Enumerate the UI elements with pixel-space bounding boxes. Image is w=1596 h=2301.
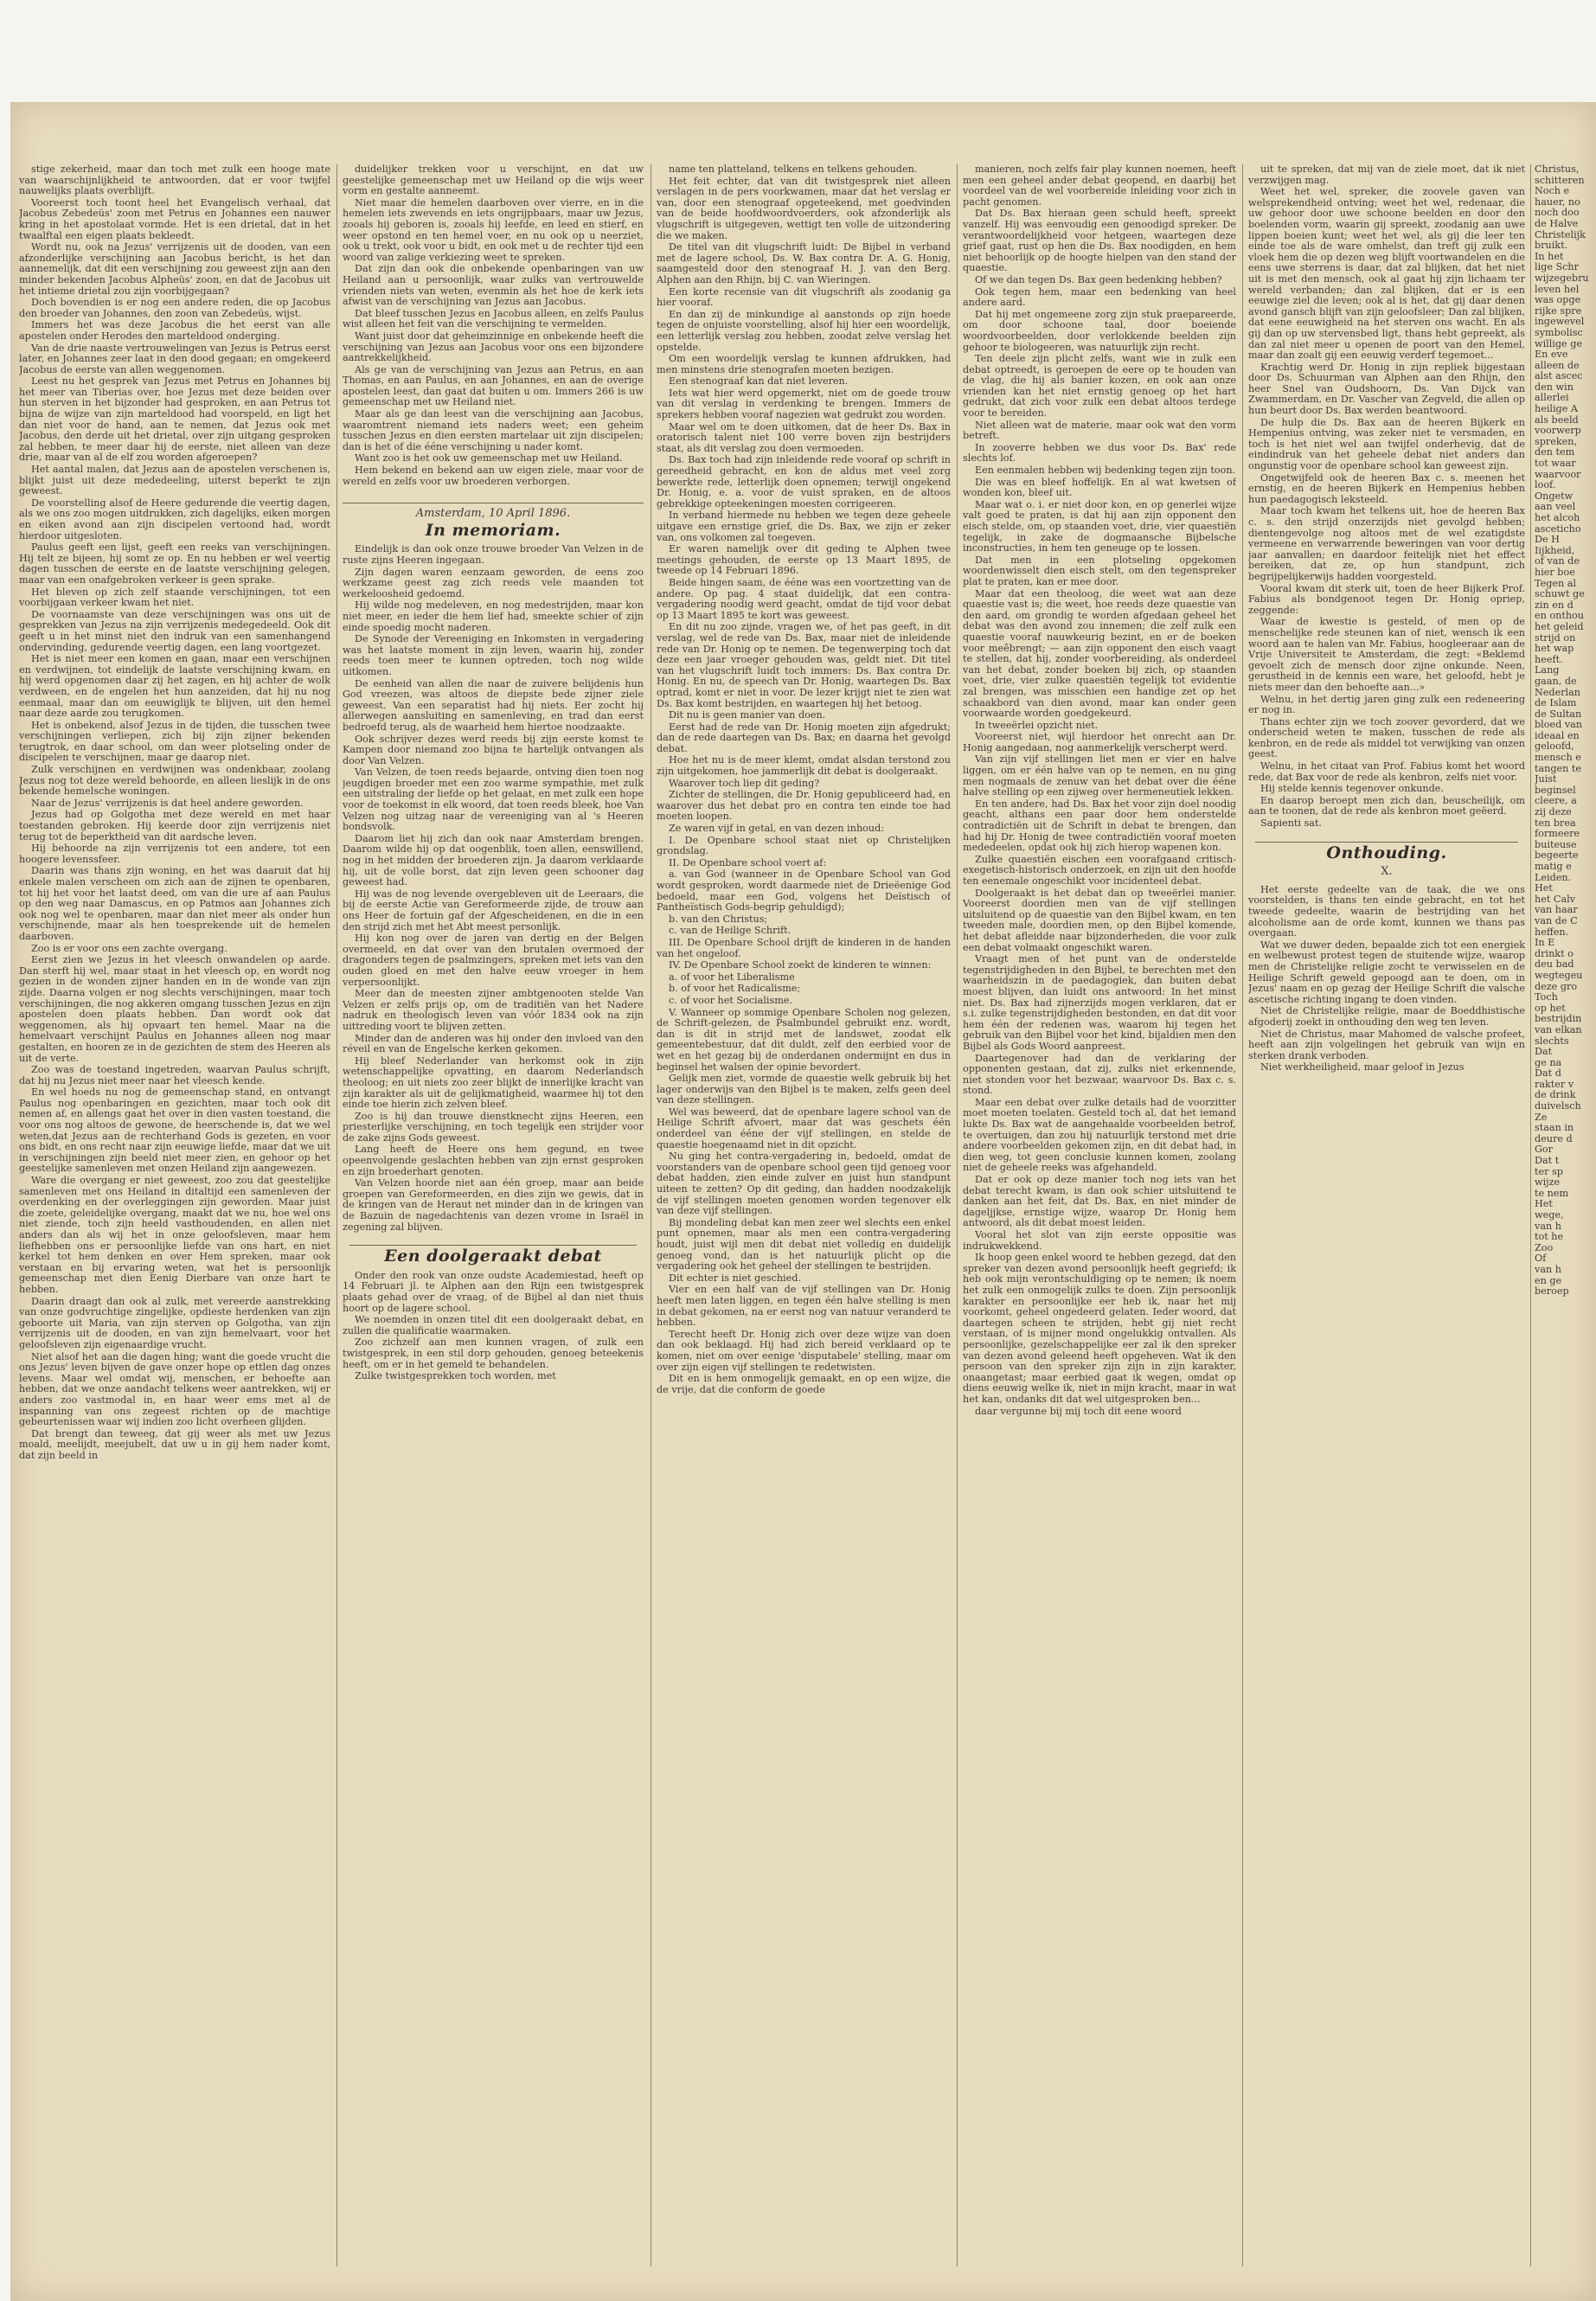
- paragraph: In zooverre hebben we dus voor Ds. Bax' rede slechts lof.: [963, 441, 1236, 465]
- edge-line: of van de: [1535, 555, 1580, 567]
- paragraph: Het feit echter, dat van dit twistgesprek niet alleen verslagen in de pers voorkwamen, maar dat het verslag er van, door een stenograaf opgeteekend, met goedvinden van de beide hoofdwoordvoerders, ook afzonderlijk als vlugschrift is uitgegeven, wettigt ten volle de uitzondering die we maken.: [657, 175, 951, 241]
- paragraph: III. De Openbare School drijft de kinderen in de handen van het ongeloof.: [657, 936, 951, 959]
- paragraph: Een stenograaf kan dat niet leveren.: [669, 375, 849, 388]
- paragraph: Zoo was de toestand ingetreden, waarvan Paulus schrijft, dat hij nu Jezus niet meer naar het vleesch kende.: [19, 1064, 330, 1086]
- edge-line: Lang: [1535, 664, 1560, 676]
- paragraph: Zulke quaestiën eischen een voorafgaand critisch-exegetisch-historisch onderzoek, en zijn uit den hoofde ten eenemale ongeschikt voor incidenteel debat.: [963, 853, 1236, 887]
- paragraph: Van de drie naaste vertrouwelingen van Jezus is Petrus eerst later, en Johannes zeer laat in den dood gegaan; en omgekeerd Jacobus de eerste van allen weggenomen.: [19, 342, 330, 375]
- edge-line: symbolisc: [1535, 326, 1583, 338]
- edge-line: cleere, a: [1535, 795, 1577, 807]
- edge-line: Dat: [1535, 1046, 1553, 1058]
- edge-line: waarvoor: [1535, 468, 1581, 480]
- paragraph: Ze waren vijf in getal, en van dezen inhoud:: [669, 823, 885, 835]
- paragraph: Niet de Christelijke religie, maar de Boeddhistische afgoderij zoekt in onthouding den weg ten leven.: [1248, 1005, 1525, 1028]
- edge-line: het wap: [1535, 643, 1574, 655]
- edge-line: schuwt ge: [1535, 588, 1585, 600]
- paragraph: Eerst had de rede van Dr. Honig moeten zijn afgedrukt; dan de rede daartegen van Ds. Bax; en daarna het gevolgd debat.: [657, 721, 951, 754]
- edge-line: Christus,: [1535, 164, 1580, 175]
- edge-line: Ze: [1535, 1111, 1548, 1123]
- paragraph: Zichter de stellingen, die Dr. Honig gepubliceerd had, en waarover dus het debat pro en contra ten einde toe had moeten loopen.: [657, 789, 951, 823]
- paragraph: Bij mondeling debat kan men zeer wel slechts een enkel punt opnemen, maar als men een contra-vergadering houdt, juist wijl men dit debat niet volledig en duidelijk genoeg vond, dan is het natuurlijk plicht op die vergadering ook het geheel der stellingen te bestrijden.: [657, 1216, 951, 1272]
- edge-line: op het: [1535, 1002, 1566, 1014]
- paragraph: Dat Ds. Bax hieraan geen schuld heeft, spreekt vanzelf. Hij was eenvoudig een genoodigd spreker. De verantwoordelijkheid voor hetgeen, waartegen deze grief gaat, rust op hen die Ds. Bax noodigden, en hem niet behoorlijk op de hoogte hielpen van den stand der quaestie.: [963, 208, 1236, 274]
- paragraph: Dat hij met ongemeene zorg zijn stuk praepareerde, om door schoone taal, door boeiende woordvoorbeelden, door verlokkende beelden zijn gehoor te biologeeren, was natuurlijk zijn recht.: [963, 308, 1236, 353]
- paragraph: De voornaamste van deze verschijningen was ons uit de gesprekken van Jezus na zijn verrijzenis medegedeeld. Ook dit geeft u in het minst niet den indruk van een samenhangend ondervinding, gedurende veertig dagen, een lang voortgezet.: [19, 608, 330, 653]
- edge-line: ideaal en: [1535, 729, 1580, 741]
- edge-line: bloed van: [1535, 719, 1583, 731]
- paragraph: Dit en is hem onmogelijk gemaakt, en op een wijze, die de vrije, dat die conform de goede: [657, 1373, 951, 1395]
- edge-line: en onthou: [1535, 610, 1584, 622]
- edge-line: drinkt o: [1535, 947, 1574, 959]
- column-3: [657, 164, 951, 2275]
- newspaper-page: [10, 102, 1596, 2301]
- paragraph: Dat zijn dan ook die onbekende openbaringen van uw Heiland aan u persoonlijk, waar zulks van vertrouwelde vrienden niets van weten, evenmin als het hoe de kerk iets afwist van de verschijning van Jezus aan Jacobus.: [343, 263, 644, 308]
- paragraph: Of we dan tegen Ds. Bax geen bedenking hebben?: [975, 273, 1222, 285]
- edge-line: het Calv: [1535, 893, 1576, 905]
- paragraph: Ik hoop geen enkel woord te hebben gezegd, dat den spreker van dezen avond persoonlijk heeft gegriefd; ik heb ook mijn verontschuldiging op te nemen; ik noem het zulk een onmogelijk zulks te doen. Zijn persoonlijk karakter en persoonlijke eer heb ik, naar het mij voorkomt, geheel ongedeerd gelaten. Ieder woord, dat daartegen scheen te strijden, hebt gij niet recht verstaan, of is mijner mond ongelukkig ontvallen. Als persoonlijke, gezelschappelijke eer zal ik den spreker van dezen avond geleend heeft opgeheven. Wat ik den persoon van den spreker zijn zijn in zijn karakter, onaangetast; maar eerbied gaat ik wegen, omdat op diens eeuwig welke ik, niet in mijn kracht, maar in wat het kan, ondanks dit dat wel uitgesproken ben...: [963, 1252, 1236, 1405]
- paragraph: Maar dat een theoloog, die weet wat aan deze quaestie vast is; die weet, hoe reeds deze quaestie van den aard, om grondig te worden afgedaan geheel het debat was den avond zou innemen; die zelf zulk een quaestie vooraf nauwkeurig bezint, en er de boeken voor meêbrengt; — aan zijn opponent den eisch vaagt te stellen, dat hij, zonder voorbereiding, als onderdeel van het debat, zonder boeken bij zich, op staanden voet, drie, vier zulke quaestiën tegelijk tot evidentie zal brengen, was misschien een handige zet op het schaakbord van dien avond, maar kan onder geen voorwaarde worden goedgekeurd.: [963, 587, 1236, 720]
- adjacent-page-edge: [1535, 164, 1595, 2266]
- paragraph: Hij behoorde na zijn verrijzenis tot een andere, tot een hoogere levenssfeer.: [19, 843, 330, 865]
- edge-line: de Islam: [1535, 697, 1577, 709]
- edge-line: lige Schr: [1535, 261, 1579, 273]
- edge-line: de drink: [1535, 1089, 1576, 1101]
- paragraph: Om een woordelijk verslag te kunnen afdrukken, had men minstens drie stenografen moeten bezigen.: [657, 353, 951, 375]
- paragraph: Wel was beweerd, dat de openbare lagere school van de Heilige Schrift afvoert, maar dat was geschets één onderdeel van ééne der vijf stellingen, en stelde de quaestie hoegenaamd niet in dit opzicht.: [657, 1106, 951, 1150]
- edge-line: ten brea: [1535, 817, 1576, 829]
- column-5: [1248, 164, 1525, 2275]
- edge-line: voorwerp: [1535, 425, 1581, 437]
- edge-line: de Halve: [1535, 217, 1579, 229]
- paragraph: Paulus geeft een lijst, geeft een reeks van verschijningen. Hij telt ze bijeen, hij somt ze op. En nu hebben er wel veertig dagen tusschen de eerste en de laatste verschijning gelegen, maar van een onafgebroken verkeer is geen sprake.: [19, 542, 330, 586]
- paragraph: Wat we duwer deden, bepaalde zich tot een energiek en welbewust protest tegen de stuitende wijze, waarop men de Christelijke religie zocht te verwisselen en de Heilige Schrift geweld gepoogd aan te doen, om in Jezus' naam en op gezag der Heilige Schrift die valsche ascetische richting ingang te doen vinden.: [1248, 939, 1525, 1005]
- edge-line: tangen te: [1535, 762, 1582, 774]
- edge-line: Dat d: [1535, 1067, 1561, 1080]
- paragraph: Immers het was deze Jacobus die het eerst van alle apostelen onder Herodes den marteldood onderging.: [19, 319, 330, 342]
- paragraph: Vooral kwam dit sterk uit, toen de heer Bijkerk Prof. Fabius als bondgenoot tegen Dr. Honig opriep, zeggende:: [1248, 582, 1525, 616]
- paragraph: II. De Openbare school voert af:: [669, 856, 827, 868]
- edge-line: Leiden.: [1535, 871, 1572, 883]
- edge-line: Tegen al: [1535, 577, 1577, 589]
- edge-line: te nem: [1535, 1187, 1569, 1199]
- paragraph: Hij wilde nog medeleven, en nog medestrijden, maar kon niet meer, en ieder die hem lief had, smeekte schier of zijn einde spoedig mocht naderen.: [343, 599, 644, 633]
- paragraph: Van Velzen hoorde niet aan één groep, maar aan beide groepen van Gereformeerden, en dies zijn we gewis, dat in de kringen van de Heraut net minder dan in de kringen van de Bazuin de nagedachtenis van dezen vrome in Israël in zegening zal blijven.: [343, 1177, 644, 1233]
- paragraph: Niet werkheiligheid, maar geloof in Jezus: [1260, 1061, 1465, 1074]
- paragraph: Hij was de nog levende overgebleven uit de Leeraars, die bij de eerste Actie van Gereformeerde zijde, de trouw aan ons Heer de fortuin gaf der Afgescheidenen, en die in een den strijd zich met het Abt meest personlijk.: [343, 888, 644, 933]
- edge-line: In E: [1535, 937, 1555, 949]
- paragraph: Van Velzen, de toen reeds bejaarde, ontving dien toen nog jeugdigen broeder met een zoo warme sympathie, met zulk een uitstraling der liefde op het gelaat, en met zulk een hope voor de toekomst in elk woord, dat toen reeds bleek, hoe Van Velzen nog uitzag naar de vereeniging van al 's Heeren bondsvolk.: [343, 766, 644, 833]
- paragraph: Want juist door dat geheimzinnige en onbekende heeft die verschijning van Jezus aan Jacobus voor ons een bijzondere aantrekkelijkheid.: [343, 330, 644, 364]
- edge-line: als beeld: [1535, 413, 1579, 426]
- paragraph: Hoe het nu is de meer klemt, omdat alsdan terstond zou zijn uitgekomen, hoe jammerlijk dit debat is doolgeraakt.: [657, 754, 951, 778]
- edge-line: Het: [1535, 1198, 1553, 1210]
- paragraph: Beide hingen saam, de ééne was een voortzetting van de andere. Op pag. 4 staat duidelijk, dat een contra-vergadering noodig werd geacht, omdat de tijd voor debat op 13 Maart 1895 te kort was geweest.: [657, 576, 951, 621]
- paragraph: In verband hiermede nu hebben we tegen deze geheele uitgave een ernstige grief, die Ds. Bax, we zijn er zeker van, ons volkomen zal toegeven.: [657, 510, 951, 543]
- paragraph: a. van God (wanneer in de Openbare School van God wordt gesproken, wordt daarmede niet de Drieëenige God bedoeld, maar een God, volgens het Deïstisch of Pantheïstisch Gods-begrip gehuldigd);: [657, 868, 951, 913]
- paragraph: Maar wat o. i. er niet door kon, en op generlei wijze valt goed te praten, is dat hij aan zijn opponent den eisch stelde, om, op staanden voet, drie, vier quaestiën tegelijk, in zake de dogmaansche Bijbelsche inconstructies, in hem ten geneuge op te lossen.: [963, 498, 1236, 554]
- edge-line: den tem: [1535, 446, 1575, 458]
- paragraph: Doch bovendien is er nog een andere reden, die op Jacobus den broeder van Johannes, den zoon van Zebedeüs, wijst.: [19, 297, 330, 319]
- edge-line: wijze: [1535, 1176, 1561, 1189]
- paragraph: Zoo zichzelf aan men kunnen vragen, of zulk een twistgesprek, in een stil dorp gehouden, genoeg beteekenis heeft, om er in het gemeld te behandelen.: [343, 1336, 644, 1370]
- edge-line: deu bad: [1535, 958, 1574, 971]
- edge-line: loof.: [1535, 479, 1556, 491]
- paragraph: Sapienti sat.: [1260, 817, 1322, 830]
- paragraph: Doolgeraakt is het debat dan op tweeërlei manier. Vooreerst doordien men van de vijf stellingen uitsluitend op de quaestie van den Bijbel kwam, en ten tweeden male, doordien men, op den Bijbel komende, het debat afleidde naar bijzonderheden, die voor zulk een debat volmaakt ongeschikt waren.: [963, 887, 1236, 953]
- dateline: Amsterdam, 10 April 1896.: [343, 503, 644, 520]
- paragraph: Waarover toch liep dit geding?: [669, 777, 820, 789]
- paragraph: Welnu, in het citaat van Prof. Fabius komt het woord rede, dat Bax voor de rede als kenbron, zelfs niet voor.: [1248, 760, 1525, 783]
- edge-line: hauer, no: [1535, 195, 1580, 208]
- edge-line: Noch e: [1535, 185, 1570, 197]
- paragraph: En dan zij de minkundige al aanstonds op zijn hoede tegen de onjuiste voorstelling, alsof hij hier een woordelijk, een letterlijk verslag zou hebben, zoodat zelve verslag het opstelde.: [657, 308, 951, 353]
- paragraph: Het is niet meer een komen en gaan, maar een verschijnen en verdwijnen, tot eindelijk de laatste verschijning kwam, en hij werd opgenomen daar zij het zagen, en hij achter de wolk verdween, en de engelen het hun aanzeiden, dat hij nu nog eenmaal, maar dan om eeuwiglijk te blijven, uit den hemel naar deze aarde zou terugkomen.: [19, 653, 330, 720]
- edge-line: alleen de: [1535, 359, 1580, 371]
- edge-line: was opge: [1535, 294, 1581, 306]
- separator-rule: [349, 1245, 637, 1246]
- paragraph: V. Wanneer op sommige Openbare Scholen nog gelezen, de Schrift-gelezen, de Psalmbundel gebruikt enz. wordt, dan is dit in strijd met de landswet, zoodat elk gemeentebestuur, dat dit duldt, zelf den eerbied voor de wet en het gezag bij de onderdanen ondermijnt en dus in beginsel het walsen der opinie bevordert.: [657, 1006, 951, 1073]
- paragraph: Thans echter zijn we toch zoover gevorderd, dat we onderscheid weten te maken, tusschen de rede als kenbron, en de rede als middel tot verwijking van onzen geest.: [1248, 715, 1525, 760]
- edge-line: begeerte: [1535, 849, 1579, 862]
- paragraph: Gelijk men ziet, vormde de quaestie welk gebruik bij het lager onderwijs van den Bijbel is te maken, zelfs geen deel van deze stellingen.: [657, 1073, 951, 1106]
- edge-line: de Sultan: [1535, 708, 1582, 720]
- paragraph: b. van den Christus;: [669, 913, 768, 925]
- paragraph: Die was en bleef hoffelijk. En al wat kwetsen of wonden kon, bleef uit.: [963, 476, 1236, 499]
- paragraph: Nu ging het contra-vergadering in, bedoeld, omdat de voorstanders van de openbare school geen tijd genoeg voor debat hadden, zien einde zulver en juist hun standpunt uiteen te zetten? Op dit geding, dan hadden noodzakelijk de vijf stellingen moeten genomen worden tegenover elk van deze vijf stellingen.: [657, 1150, 951, 1217]
- paragraph: Vraagt men of het punt van de onderstelde tegenstrijdigheden in den Bijbel, te berechten met den waarheidszin in de paedagogiek, dan buiten debat moest blijven, dan luidt ons antwoord: In het minst niet. Ds. Bax had zijnerzijds mogen verklaren, dat er s.i. zulke tegenstrijdigheden bestonden, en dat dit voor hem één der redenen was, waarom hij tegen het gebruik van den Bijbel voor het kind, bijaldien men den Bijbel als Gods Woord aanpreest.: [963, 953, 1236, 1052]
- edge-line: ingewevel: [1535, 316, 1585, 328]
- edge-line: ter sp: [1535, 1165, 1563, 1177]
- edge-line: asceticho: [1535, 522, 1581, 535]
- edge-line: En eve: [1535, 349, 1568, 361]
- paragraph: De eenheid van allen die naar de zuivere belijdenis hun God vreezen, was altoos de diepste bede zijner ziele geweest. Van een separatist had hij niets. Eer zocht hij allerwegen aansluiting en samenleving, en trad dan eerst bedroefd terug, als de waarheid hem hiertoe noodzaakte.: [343, 677, 644, 733]
- paragraph: Vooreerst niet, wijl hierdoor het onrecht aan Dr. Honig aangedaan, nog aanmerkelijk verscherpt werd.: [963, 731, 1236, 753]
- paragraph: En ten andere, had Ds. Bax het voor zijn doel noodig geacht, althans een paar door hem onderstelde contradictiën uit de Schrift in debat te brengen, dan had hij Dr. Honig de twee contradictiën vooraf moeten mededeelen, opdat ook hij zich hierop wapenen kon.: [963, 798, 1236, 854]
- edge-line: Of: [1535, 1253, 1547, 1265]
- paragraph: Eerst zien we Jezus in het vleesch onwandelen op aarde. Dan sterft hij wel, maar staat in het vleesch op, en wordt nog gezien in de wonden zijner handen en in de wonde van zijn zijde. Daarna volgen er nog slechts verschijningen, maar toch verschijningen, die nog akkeren omgang tusschen Jezus en zijn apostelen doen plaats hebben. Dan wordt ook dat weggenomen, als hij opvaart ten hemel. Maar na die hemelvaart verschijnt Paulus en Johannes alleen nog maar gestalten, en hooren ze in de gezichten de stem des Heeren als uit de verte.: [19, 954, 330, 1064]
- paragraph: En dit nu zoo zijnde, vragen we, of het pas geeft, in dit verslag, wel de rede van Ds. Bax, maar niet de inleidende rede van Dr. Honig op te nemen. De tegenwerping toch dat deze een jaar vroeger gehouden was, geldt niet. Dit titel van het vlugschrift luidt toch immers: Ds. Bax contra Dr. Honig. En nu, de speech van Dr. Honig, waartegen Ds. Bax optrad, komt er niet in voor. De lezer krijgt niet te zien wat Ds. Bax komt bestrijden, en waartegen hij het betoog.: [657, 621, 951, 709]
- edge-line: tot he: [1535, 1231, 1564, 1243]
- edge-line: willige ge: [1535, 337, 1583, 349]
- paragraph: uit te spreken, dat mij van de ziele moet, dat ik niet verzwijgen mag.: [1248, 164, 1525, 186]
- column-1: [19, 164, 330, 2275]
- edge-line: van h: [1535, 1263, 1561, 1275]
- edge-line: heilige A: [1535, 403, 1578, 415]
- edge-line: tot waar: [1535, 458, 1576, 470]
- paragraph: Zulke twistgesprekken toch worden, met: [355, 1370, 556, 1382]
- paragraph: Wordt nu, ook na Jezus' verrijzenis uit de dooden, van een afzonderlijke verschijning aan Jacobus bericht, is het dan aannemelijk, dat dit een verschijning zou geweest zijn aan den minder bekenden Jacobus Alpheüs' zoon, en dat de Jacobus uit het intieme drietal zou zijn voorbijgegaan?: [19, 241, 330, 297]
- edge-line: wege,: [1535, 1209, 1564, 1221]
- paragraph: Ware die overgang er niet geweest, zoo zou dat geestelijke samenleven met ons Heiland in ditaltijd een samenleven der overdenking en der overleggingen zijn geworden. Maar juist die zoete, geleidelijke overgang, maakt dat we nu, hoe wel ons niet ziende, toch zijn heeld vasthoudenden, en allen niet anders dan als wij het in onze geloofsleven, maar hem liefhebben ons er persoonlijke liefde van ons hart, en niet kerkel tot hem denken en over Hem spreken, maar ook verstaan en bij ervaring weten, wat het is persoonlijk gemeenschap met dien Eenig Dierbare van onze hart te hebben.: [19, 1175, 330, 1295]
- edge-line: noch doo: [1535, 207, 1580, 219]
- paragraph: stige zekerheid, maar dan toch met zulk een hooge mate van waarschijnlijkheid te antwoorden, dat er voor twijfel nauwelijks plaats overblijft.: [19, 164, 330, 197]
- edge-line: Toch: [1535, 991, 1558, 1003]
- paragraph: Terecht heeft Dr. Honig zich over deze wijze van doen dan ook beklaagd. Hij had zich bereid verklaard op te komen, niet om over eenige 'disputabele' stelling, maar om over zijn eigen vijf stellingen te redetwisten.: [657, 1328, 951, 1373]
- edge-line: staan in: [1535, 1122, 1574, 1134]
- section-number: X.: [1381, 865, 1393, 879]
- paragraph: Een korte recensie van dit vlugschrift als zoodanig ga hier vooraf.: [657, 285, 951, 309]
- edge-line: De H: [1535, 534, 1560, 546]
- edge-line: buiteuse: [1535, 838, 1577, 850]
- paragraph: Daarin was thans zijn woning, en het was daaruit dat hij enkele malen verscheen om zich aan de zijnen te openbaren, tot hij het voor het laatst deed, om van die ure af aan Paulus op den weg naar Damascus, en op Patmos aan Johannes zich ook nog wel te openbaren, maar dan niet meer als onder hun verschijnende, maar als hen toesprekende uit de hemelen daarboven.: [19, 865, 330, 942]
- edge-line: Het: [1535, 882, 1553, 894]
- edge-line: bruikt.: [1535, 240, 1568, 252]
- article-heading: Onthouding.: [1326, 843, 1447, 862]
- paragraph: Dit nu is geen manier van doen.: [669, 709, 826, 721]
- edge-line: wijzegebru: [1535, 272, 1589, 284]
- paragraph: Niet alsof het aan die dagen hing; want die goede vrucht die ons Jezus' leven bijven de gave onzer hope op ettlen dag onzes levens. Maar wel omdat wij, menschen, er behoefte aan hebben, dat we onze aandacht telkens weer aantrekken, wij er anders zoo vastmodal in, en haar weer ems met al de inspanning van ons zegeest richten op de machtige gebeurtenissen waar wij indien zoo licht overheen glijden.: [19, 1350, 330, 1428]
- paragraph: De titel van dit vlugschrift luidt: De Bijbel in verband met de lagere school, Ds. W. Bax contra Dr. A. G. Honig, saamgesteld door den stenograaf H. J. van den Berg. Alphen aan den Rhijn, bij C. van Wieringen.: [657, 241, 951, 285]
- paragraph: Jezus had op Golgotha met deze wereld en met haar toestanden gebroken. Hij keerde door zijn verrijzenis niet terug tot de beperktheid van dit aardsche leven.: [19, 809, 330, 843]
- edge-line: spreken,: [1535, 435, 1578, 447]
- edge-line: slechts: [1535, 1035, 1569, 1047]
- edge-line: aan veel: [1535, 501, 1576, 513]
- paragraph: Daarin draagt dan ook al zulk, met vereerde aanstrekking van onze godvruchtige zingelijke, opdieste herdenken van zijn geboorte uit Maria, van zijn sterven op Golgotha, van zijn verrijzenis uit de dooden, en van zijn hemelvaart, voor het geloofsleven zijn eigenaardige vrucht.: [19, 1295, 330, 1350]
- edge-line: den win: [1535, 381, 1574, 393]
- edge-line: alst ascec: [1535, 370, 1583, 382]
- edge-line: beginsel: [1535, 784, 1576, 796]
- column-2: [343, 164, 644, 2275]
- edge-line: duivelsch: [1535, 1100, 1581, 1112]
- paragraph: Waar de kwestie is gesteld, of men op de menschelijke rede steunen kan of niet, wensch ik een woord aan te halen van Mr. Fabius, hoogleeraar aan de Vrije Universiteit te Amsterdam, die zegt: «Beklemd gevoelt zich de mensch door zijne onkunde. Neen, gerustheid in de kennis een ware, het geloofd, hebt je niets meer dan den behoefte aan...»: [1248, 616, 1525, 693]
- edge-line: mensch e: [1535, 752, 1581, 764]
- edge-line: heffen.: [1535, 926, 1569, 938]
- edge-line: wegtegeu: [1535, 969, 1583, 981]
- edge-line: het geleid: [1535, 620, 1584, 632]
- paragraph: Zoo is hij dan trouwe dienstknecht zijns Heeren, een priesterlijke verschijning, en toch tegelijk een strijder voor de zake zijns Gods geweest.: [343, 1110, 644, 1144]
- edge-line: allerlei: [1535, 392, 1569, 404]
- paragraph: Ds. Bax toch had zijn inleidende rede vooraf op schrift in gereedheid gebracht, en kon de aldus met veel zorg bewerkte rede, letterlijk doen opnemen; terwijl ongekend Dr. Honig, e. a. voor de vuist spraken, en de altoos gebrekkige opteekeningen moesten corrigeeren.: [657, 454, 951, 510]
- edge-line: Gor: [1535, 1144, 1554, 1156]
- paragraph: c. van de Heilige Schrift.: [669, 925, 792, 937]
- paragraph: Ook tegen hem, maar een bedenking van heel andere aard.: [963, 285, 1236, 309]
- edge-line: Juist: [1535, 773, 1557, 785]
- paragraph: Zulk verschijnen en verdwijnen was ondenkbaar, zoolang Jezus nog tot deze wereld behoorde, en alleen lieslijk in de ons bekende hemelsche woningen.: [19, 764, 330, 798]
- edge-line: van de C: [1535, 914, 1578, 926]
- paragraph: De hulp die Ds. Bax aan de heeren Bijkerk en Hempenius ontving, was zeker niet te versmaden, en toch is het niet wel aan twijfel onderhevig, dat de eindindruk van het geheele debat niet anders dan ongunstig voor de openbare school kan geweest zijn.: [1248, 416, 1525, 472]
- edge-line: Zoo: [1535, 1241, 1554, 1253]
- edge-line: Iijkheid,: [1535, 544, 1575, 556]
- paragraph: Onder den rook van onze oudste Academiestad, heeft op 14 Februari jl. te Alphen aan den Rijn een twistgesprek plaats gehad over de vraag, of de Bijbel al dan niet thuis hoort op de lagere school.: [343, 1269, 644, 1314]
- paragraph: IV. De Openbare School zoekt de kinderen te winnen:: [669, 959, 932, 971]
- paragraph: Hij bleef Nederlander van herkomst ook in zijn wetenschappelijke opvatting, en daarom Nederlandsch theoloog; en uit niets zoo zeer blijkt de innerlijke kracht van zijn karakter als uit de gelijkmatigheid, waarmee hij tot den einde toe hierin zich zelven bleef.: [343, 1054, 644, 1111]
- paragraph: manieren, noch zelfs fair play kunnen noemen, heeft men een geheel ander debat geopend, en daarbij het voordeel van de wel voorbereide inleiding voor zich in pacht genomen.: [963, 164, 1236, 208]
- edge-line: heeft.: [1535, 653, 1563, 665]
- paragraph: En daarop beroept men zich dan, beuscheilijk, om aan te toonen, dat de rede als kenbron moet geëerd.: [1248, 794, 1525, 817]
- paragraph: Hem bekend en bekend aan uw eigen ziele, maar voor de wereld en zelfs voor uw broederen verborgen.: [343, 465, 644, 487]
- edge-line: gaan, de: [1535, 675, 1577, 687]
- paragraph: Naar de Jezus' verrijzenis is dat heel andere geworden.: [31, 797, 304, 809]
- paragraph: Ook schrijver dezes werd reeds bij zijn eerste komst te Kampen door niemand zoo bijna te hartelijk ontvangen als door Van Velzen.: [343, 733, 644, 766]
- paragraph: Eindelijk is dan ook onze trouwe broeder Van Velzen in de ruste zijns Heeren ingegaan.: [343, 543, 644, 566]
- paragraph: Vooral het slot van zijn eerste oppositie was indrukwekkend.: [963, 1229, 1236, 1252]
- separator-rule: [1255, 842, 1518, 843]
- paragraph: Dat er ook op deze manier toch nog iets van het debat terecht kwam, is dan ook schier uitsluitend te danken aan het feit, dat Ds. Bax, en niet minder de dageljjkse, ernstige wijze, waarop Dr. Honig hem antwoord, als dit debat moest leiden.: [963, 1174, 1236, 1229]
- edge-line: het alcoh: [1535, 512, 1580, 523]
- paragraph: Meer dan de meesten zijner ambtgenooten stelde Van Velzen er zelfs prijs op, om de traditiën van het Nadere nadruk en theologisch leven van vóór 1834 ook na zijn uittreding voort te blijven zetten.: [343, 988, 644, 1032]
- paragraph: Een eenmalen hebben wij bedenking tegen zijn toon.: [975, 465, 1236, 477]
- paragraph: name ten platteland, telkens en telkens gehouden.: [669, 164, 918, 175]
- paragraph: Hij stelde kennis tegenover onkunde.: [1260, 783, 1444, 795]
- edge-line: formeere: [1535, 828, 1580, 840]
- paragraph: Het bleven op zich zelf staande verschijningen, tot een voorbijgaan verkeer kwam het niet.: [19, 586, 330, 609]
- paragraph: Van zijn vijf stellingen liet men er vier en halve liggen, om er één halve van op te nemen, en nu ging men nogmaals de zenuw van het debat over die ééne halve stelling op een zijweg over hermeneutiek lekken.: [963, 753, 1236, 798]
- paragraph: Er waren namelijk over dit geding te Alphen twee meetings gehouden, de eerste op 13 Maart 1895, de tweede op 14 Februari 1896.: [657, 543, 951, 577]
- edge-line: Nederlan: [1535, 686, 1580, 698]
- edge-line: Dat t: [1535, 1155, 1560, 1167]
- edge-line: matig e: [1535, 861, 1572, 872]
- paragraph: Daarom liet hij zich dan ook naar Amsterdam brengen. Daarom wilde hij op dat oogenblik, toen allen, eenswillend, nog in het midden der broederen zijn. Ja daarom verklaarde hij, uit de volle borst, dat zijn leven geen schooner dag geweest had.: [343, 832, 644, 888]
- edge-line: geloofd,: [1535, 740, 1574, 753]
- paragraph: Dat bleef tusschen Jezus en Jacobus alleen, en zelfs Paulus wist alleen het feit van die verschijning te vermelden.: [343, 307, 644, 330]
- paragraph: Maar toch kwam het telkens uit, hoe de heeren Bax c. s. den strijd onzerzijds niet gevolgd hebben; dientengevolge nog altoos met de wel ezatigdste vermeene en verwarrende beweringen van voor dertig jaar aanvallen; en daardoor feitelijk niet het effect bereiken, dat ze, op hun standpunt, zich begrijpelijkerwijs hadden voorgesteld.: [1248, 505, 1525, 582]
- paragraph: Ten deele zijn plicht zelfs, want wie in zulk een debat optreedt, is geroepen de eere op te houden van de vlag, die hij als banier kozen, en ook aan onze vrienden kan het niet ernstig genoeg op het hart gedrukt, dat zich voor zulk een debat altoos terdege voor te bereiden.: [963, 353, 1236, 420]
- paragraph: Leest nu het gesprek van Jezus met Petrus en Johannes bij het meer van Tiberias over, hoe Jezus met deze beiden over hun sterven in het bijzonder had gesproken, en aan Petrus tot bijna de wijze van zijn marteldood had voorspeld, en ligt het dan niet voor de hand, aan te nemen, dat Jezus ook met Jacobus, den derde uit het drietal, over zijn uitgang gesproken zal hebben, te meer daar hij de eerste, niet alleen van deze drie, maar van al de elf zou worden afgeroepen?: [19, 375, 330, 464]
- paragraph: Welnu, in het dertig jaren ging zulk een redeneering er nog in.: [1248, 693, 1525, 716]
- paragraph: I. De Openbare school staat niet op Christelijken grondslag.: [657, 834, 951, 857]
- edge-line: zij deze: [1535, 806, 1572, 818]
- edge-line: schitteren: [1535, 174, 1585, 186]
- paragraph: Het aantal malen, dat Jezus aan de apostelen verschenen is, blijkt juist uit deze mededeeling, uiterst beperkt te zijn geweest.: [19, 464, 330, 497]
- paragraph: Krachtig werd Dr. Honig in zijn repliek bijgestaan door Ds. Schuurman van Alphen aan den Rhijn, den heer Snel van Oudshoorn, Ds. Van Dijck van Zwammerdam, en Dr. Vascher van Zegveld, die allen op hun beurt door Ds. Bax werden beantwoord.: [1248, 361, 1525, 417]
- paragraph: Weet het wel, spreker, die zoovele gaven van welsprekendheid ontving; weet het wel, redenaar, die uw gehoor door uwe schoone beelden en door den boelenden vorm, waarin gij spreekt, zoodanig aan uwe lippen boeien kunt; weet het wel, als gij die leer ten einde toe als de ware omhelst, dan treft gij zulk een vloek hem die op dezen weg blijft voortwandelen en die eens uwe sterrens is daar, dat zal blijken, dat het niet uit is met den mensch, ook al gaat hij zijn lichaam ter wereld verbanden; dan zal blijken, dat er is een eeuwige ziel die leven; ook al is het, dat gij daar denen avond gansch blijft van zijn geloofsleer; Dan zal blijken, dat eene eeuwigheid na het sterven ons wacht. En als gij dan op uw stervensbed ligt, thans hebt gepreekt, als dan zal niet meer u openen de poort van den Hemel, maar dan zoalt gij een eeuwig verderf tegemoet...: [1248, 186, 1525, 362]
- edge-line: ge na: [1535, 1056, 1562, 1068]
- paragraph: Maar wel om te doen uitkomen, dat de heer Ds. Bax in oratorisch talent niet 100 verre boven zijn bestrijders staat, als dit verslag zou doen vermoeden.: [657, 420, 951, 454]
- paragraph: Dat men in een plotseling opgekomen woordenwisselt dien eisch stelt, om den tegenspreker plat te praten, kan er mee door.: [963, 554, 1236, 587]
- paragraph: Maar als ge dan leest van die verschijning aan Jacobus, waaromtrent niemand iets naders weet; een geheim tusschen Jezus en dien eersten martelaar uit zijn discipelen; dan is het of die ééne verschijning u nader komt.: [343, 408, 644, 452]
- paragraph: Niet de Christus, maar Mahomed de valsche profeet, heeft aan zijn volgelingen het gebruik van wijn en sterken drank verboden.: [1248, 1028, 1525, 1061]
- paragraph: Dat brengt dan teweeg, dat gij weer als met uw Jezus moald, meelijdt, meejubelt, dat uw u in gij hem nader komt, dat zijn beeld in: [19, 1427, 330, 1461]
- paragraph: Ongetwijfeld ook de heeren Bax c. s. meenen het ernstig, en de heeren Bijkerk en Hempenius hebben hun paedagogisch leksteeld.: [1248, 471, 1525, 505]
- paragraph: Daartegenover had dan de verklaring der opponenten gestaan, dat zij, zulks niet erkennende, niet stonden voor het bezwaar, waarvoor Ds. Bax c. s. stond.: [963, 1052, 1236, 1097]
- paragraph: Niet maar die hemelen daarboven over vierre, en in die hemelen iets zwevends en iets ongrijpbaars, maar uw Jezus, zooals hij geboren is, zooals hij leefde, en leed en stierf, en weer opstond en ten hemel voer, en nu ook op u neerziet, ook u trekt, ook voor u bidt, en ook met u de rechter tijd een woord van zalige verkiezing weet te spreken.: [343, 196, 644, 263]
- paragraph: c. of voor het Socialisme.: [669, 994, 792, 1006]
- paragraph: Als ge van de verschijning van Jezus aan Petrus, en aan Thomas, en aan Paulus, en aan Johannes, en aan de overige apostelen leest, dan gaat dat buiten u om. Immers 266 is uw gemeenschap met uw Heiland niet.: [343, 363, 644, 408]
- edge-line: strijd on: [1535, 631, 1576, 644]
- paragraph: We noemden in onzen titel dit een doolgeraakt debat, en zullen die qualificatie waarmaken.: [343, 1314, 644, 1336]
- edge-line: van h: [1535, 1220, 1561, 1232]
- paragraph: Lang heeft de Heere ons hem gegund, en twee opeenvolgende geslachten hebben van zijn ernst gesproken en zijn broederhart genoten.: [343, 1144, 644, 1177]
- paragraph: Hij kon nog over de jaren van dertig en der Belgen overmeeld, en dat over van den brutalen overmoed der dragonders tegen de psalmzingers, spreken met iets van den ouden gloed en met den halve eeuw vroeger in hem verpersoonlijkt.: [343, 933, 644, 988]
- paragraph: De voorstelling alsof de Heere gedurende die veertig dagen, als we ons zoo mogen uitdrukken, zich dagelijks, eiken morgen en eiken avond aan zijn discipelen vertoond had, wordt hierdoor uitgesloten.: [19, 497, 330, 542]
- edge-line: rakter v: [1535, 1078, 1574, 1090]
- paragraph: Zoo is er voor ons een zachte overgang.: [31, 942, 228, 954]
- edge-line: en ge: [1535, 1274, 1562, 1286]
- paragraph: Minder dan de anderen was hij onder den invloed van den réveil en van de Engelsche kerken gekomen.: [343, 1032, 644, 1055]
- paragraph: En wel hoeds nu nog de gemeenschap stand, en ontvangt Paulus nog openbaringen en gezichten, maar toch ook dit nemen af, en allengs gaat het over in dien vasten toestand, die voor ons nog altoos de gewone, de heerschende is, dat we wel weten,dat Jezus aan de rechterhand Gods is gezeten, en voor ons bidt, en ons recht naar zijn eeuwige liefde, maar dat we uit in verschijningen zijn beeld niet meer zien, en gehoor op het geestelijke samenleven met onzen Heiland zijn aangewezen.: [19, 1086, 330, 1175]
- paragraph: In tweeërlei opzicht niet.: [975, 719, 1099, 731]
- paragraph: duidelijker trekken voor u verschijnt, en dat uw geestelijke gemeenschap met uw Heiland op die wijs weer vorm en gestalte aanneemt.: [343, 164, 644, 197]
- edge-line: van elkan: [1535, 1023, 1582, 1035]
- paragraph: Vooreerst toch toont heel het Evangelisch verhaal, dat Jacobus Zebedeüs' zoon met Petrus en Johannes een nauwer kring in het apostolaat vormde. Het is een drietal, dat in het twaalftal een eigen plaats bekleedt.: [19, 196, 330, 241]
- edge-line: Christelijk: [1535, 228, 1586, 240]
- column-4: [963, 164, 1236, 2275]
- paragraph: b. of voor het Radicalisme;: [669, 983, 801, 995]
- paragraph: Het eerste gedeelte van de taak, die we ons voorstelden, is thans ten einde gebracht, en tot het tweede gedeelte, waarin de bestrijding van het alcoholisme aan de orde komt, kunnen we thans pas overgaan.: [1248, 883, 1525, 939]
- edge-line: zin en d: [1535, 599, 1574, 611]
- edge-line: van haar: [1535, 904, 1578, 916]
- paragraph: Vier en een half van de vijf stellingen van Dr. Honig heeft men laten liggen, en tegen één halve stelling is men in debat gekomen, na er eerst nog van natuur veranderd te hebben.: [657, 1284, 951, 1329]
- column-rule: [957, 164, 958, 2266]
- paragraph: Het is onbekend, alsof Jezus in de tijden, die tusschen twee verschijningen verliepen, zich bij zijn zijner bekenden terugtrok, en daar school, om dan weer plotseling onder de discipelen te verschijnen, maar ge daarop niet.: [19, 719, 330, 764]
- edge-line: In het: [1535, 250, 1564, 262]
- paragraph: a. of voor het Liberalisme: [669, 971, 795, 983]
- edge-line: Ongetw: [1535, 490, 1574, 502]
- edge-line: deure d: [1535, 1132, 1573, 1144]
- column-rule: [1242, 164, 1243, 2266]
- paragraph: Iets wat hier werd opgemerkt, niet om de goede trouw van dit verslag in verdenking te brengen. Immers de sprekers hebben vooraf nagezien wat gedrukt zou worden.: [657, 387, 951, 421]
- article-heading: Een doolgeraakt debat: [384, 1247, 602, 1266]
- edge-line: deze gro: [1535, 980, 1578, 992]
- edge-line: rijke spre: [1535, 304, 1582, 317]
- article-heading: In memoriam.: [425, 520, 561, 540]
- paragraph: Zijn dagen waren eenzaam geworden, de eens zoo werkzame geest zag zich reeds vele maanden tot werkeloosheid gedoemd.: [343, 566, 644, 599]
- edge-line: leven hel: [1535, 283, 1580, 295]
- edge-line: bestrijdin: [1535, 1013, 1582, 1025]
- paragraph: Want zoo is het ook uw gemeenschap met uw Heiland.: [355, 452, 623, 465]
- edge-line: hier boe: [1535, 566, 1575, 578]
- column-rule: [1530, 164, 1531, 2266]
- paragraph: Niet alleen wat de materie, maar ook wat den vorm betreft.: [963, 419, 1236, 442]
- edge-line: beroep: [1535, 1285, 1569, 1298]
- paragraph: De Synode der Vereeniging en Inkomsten in vergadering was het laatste moment in zijn leven, waarin hij, zonder reeds toen meer te kunnen optreden, toch nog wilde uitkomen.: [343, 633, 644, 677]
- paragraph: Maar een debat over zulke details had de voorzitter moet moeten toelaten. Gesteld toch al, dat het iemand lukte Ds. Bax wat de aangehaalde voorbeelden betrof, te overtuigen, dan zou hij natuurlijk terstond met drie andere voorbeelden gekomen zijn, en dit debat had, in dien weg, tot geen conclusie kunnen komen, zoolang niet de geheele reeks was afgehandeld.: [963, 1096, 1236, 1174]
- paragraph: Dit echter is niet geschied.: [669, 1272, 801, 1284]
- paragraph: daar vergunne bij mij toch dit eene woord: [975, 1405, 1182, 1417]
